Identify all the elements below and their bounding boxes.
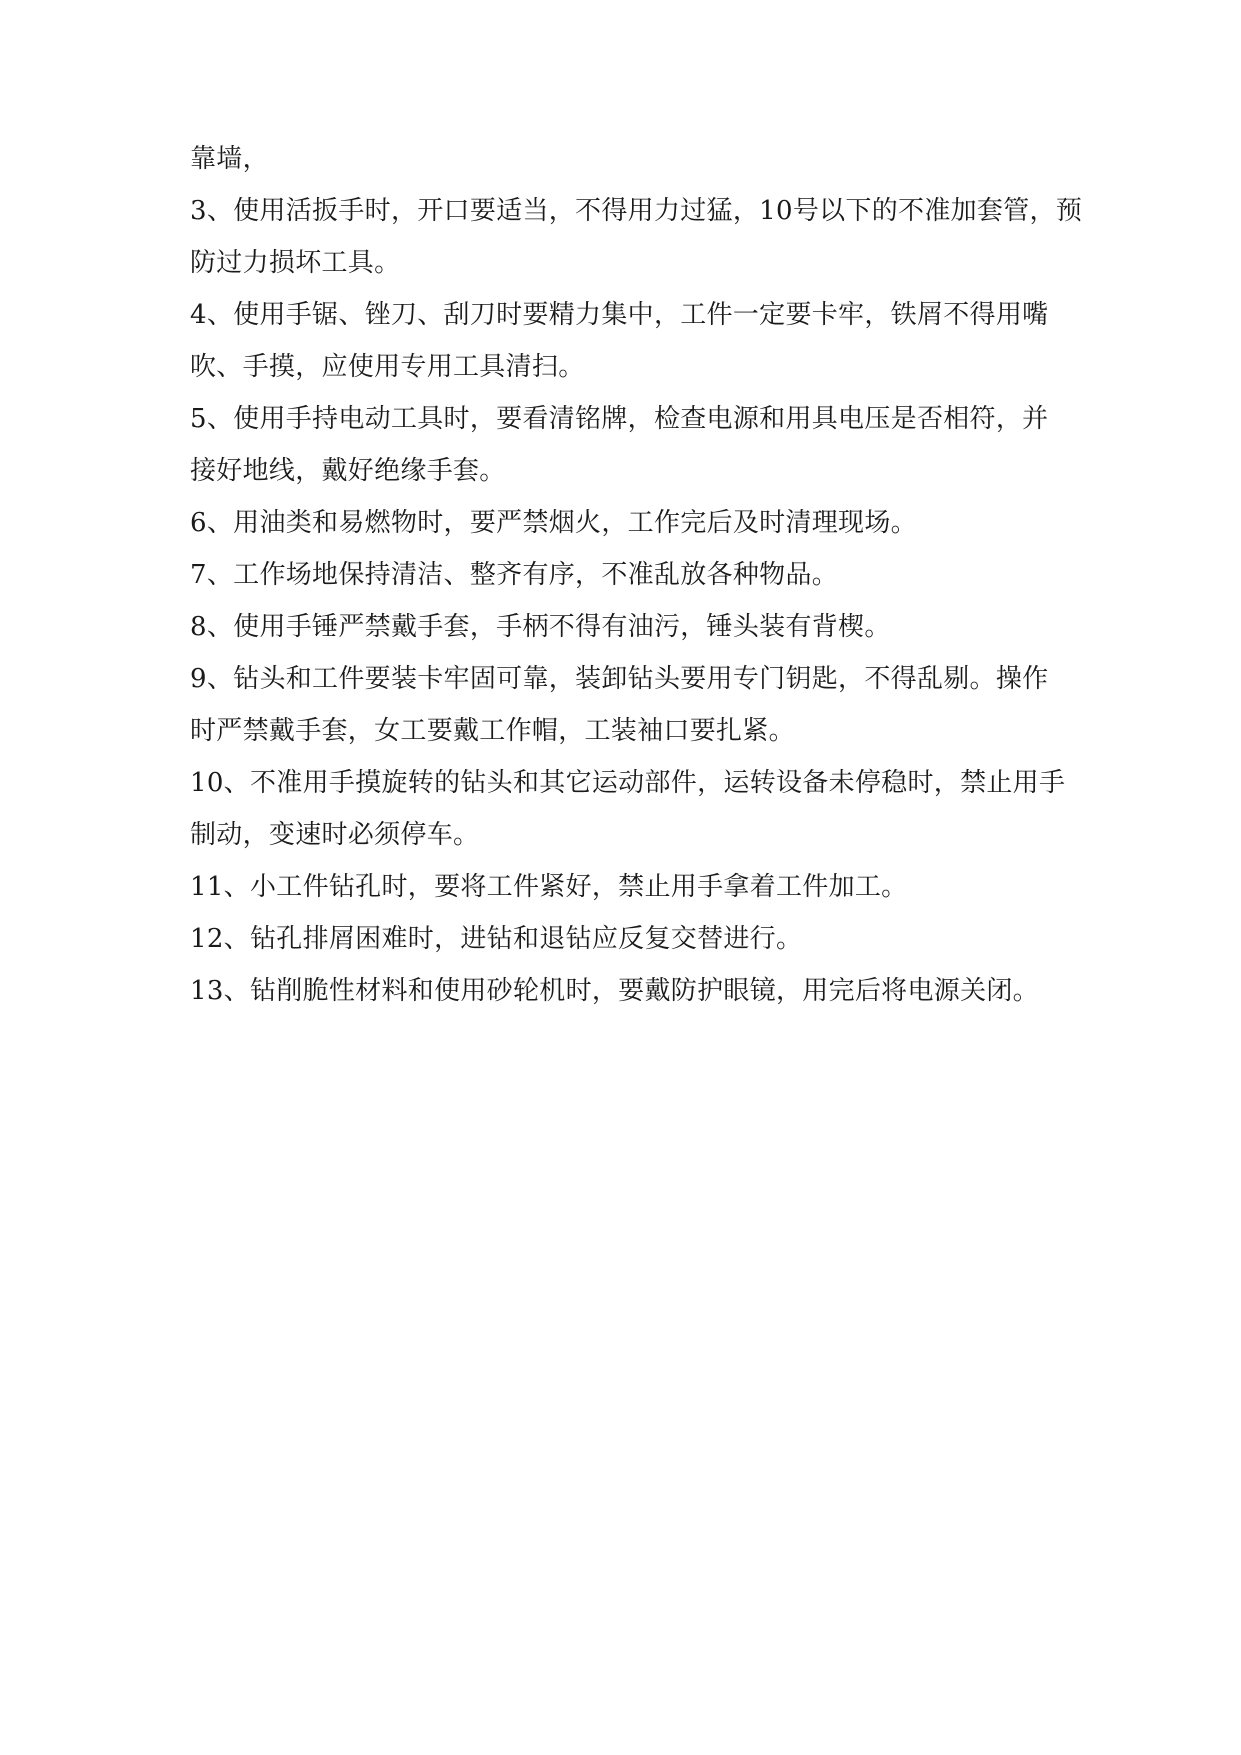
text-line: 3、使用活扳手时，开口要适当，不得用力过猛，10号以下的不准加套管，预 — [190, 196, 1083, 226]
text-line: 12、钻孔排屑困难时，进钻和退钻应反复交替进行。 — [190, 924, 803, 954]
text-line: 5、使用手持电动工具时，要看清铭牌，检查电源和用具电压是否相符，并 — [190, 404, 1049, 434]
text-line: 4、使用手锯、锉刀、刮刀时要精力集中，工件一定要卡牢，铁屑不得用嘴 — [190, 300, 1049, 330]
safety-rules-text — [190, 133, 1110, 1017]
text-line: 7、工作场地保持清洁、整齐有序，不准乱放各种物品。 — [190, 560, 839, 590]
text-line: 9、钻头和工件要装卡牢固可靠，装卸钻头要用专门钥匙，不得乱剔。操作 — [190, 664, 1049, 694]
text-line: 时严禁戴手套，女工要戴工作帽，工装袖口要扎紧。 — [190, 716, 795, 746]
text-line: 接好地线，戴好绝缘手套。 — [190, 456, 506, 486]
text-line: 13、钻削脆性材料和使用砂轮机时，要戴防护眼镜，用完后将电源关闭。 — [190, 976, 1039, 1006]
text-line: 8、使用手锤严禁戴手套，手柄不得有油污，锤头装有背楔。 — [190, 612, 891, 642]
text-line: 吹、手摸，应使用专用工具清扫。 — [190, 352, 585, 382]
text-line: 6、用油类和易燃物时，要严禁烟火，工作完后及时清理现场。 — [190, 508, 917, 538]
text-line: 10、不准用手摸旋转的钻头和其它运动部件，运转设备未停稳时，禁止用手 — [190, 768, 1066, 798]
text-line: 靠墙， — [190, 144, 269, 174]
text-line: 制动，变速时必须停车。 — [190, 820, 480, 850]
text-line: 11、小工件钻孔时，要将工件紧好，禁止用手拿着工件加工。 — [190, 872, 908, 902]
text-line: 防过力损坏工具。 — [190, 248, 401, 278]
